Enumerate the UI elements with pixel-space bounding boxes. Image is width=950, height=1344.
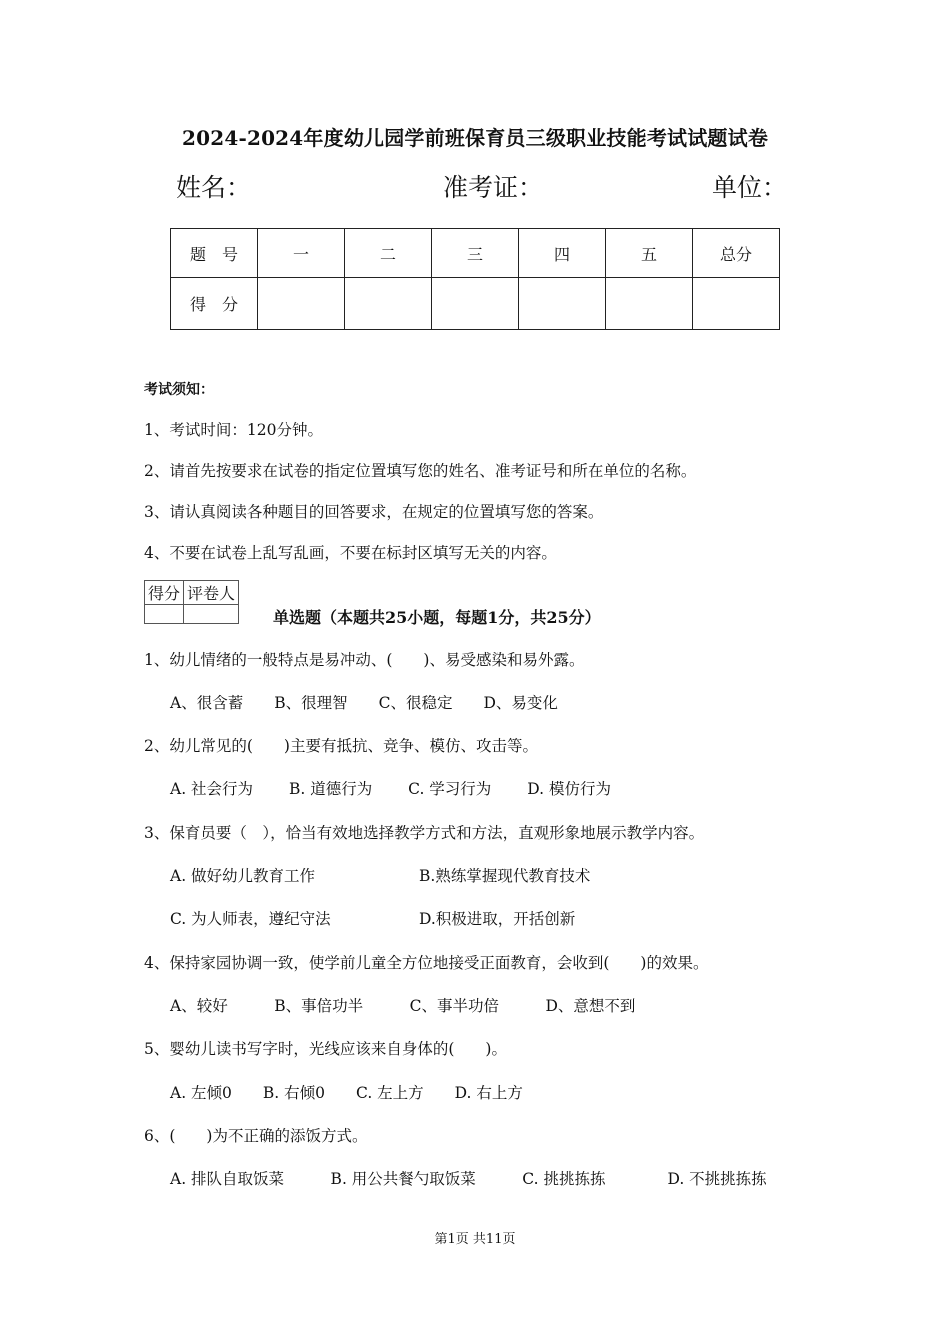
score-cell[interactable] <box>519 278 606 330</box>
grader-name-cell[interactable] <box>184 605 239 624</box>
exam-title: 2024-2024年度幼儿园学前班保育员三级职业技能考试试题试卷 <box>181 126 769 150</box>
score-cell[interactable] <box>693 278 780 330</box>
question-5: 5、婴幼儿读书写字时，光线应该来自身体的( )。 <box>144 1040 507 1058</box>
notice-item: 1、考试时间：120分钟。 <box>144 421 323 439</box>
grader-box <box>144 580 239 624</box>
question-3-option-c: C. 为人师表，遵纪守法 <box>170 910 331 928</box>
score-cell[interactable] <box>258 278 345 330</box>
question-2-options: A. 社会行为 B. 道德行为 C. 学习行为 D. 模仿行为 <box>170 780 611 798</box>
score-row-label: 得 分 <box>171 278 258 330</box>
question-1: 1、幼儿情绪的一般特点是易冲动、( )、易受感染和易外露。 <box>144 651 585 669</box>
notice-item: 3、请认真阅读各种题目的回答要求，在规定的位置填写您的答案。 <box>144 503 604 521</box>
notice-heading: 考试须知： <box>144 382 214 398</box>
unit-label: 单位： <box>712 173 788 202</box>
name-label: 姓名： <box>176 173 252 202</box>
score-table-header-cell: 题 号 <box>171 229 258 278</box>
grader-name-label: 评卷人 <box>184 581 239 605</box>
question-6: 6、( )为不正确的添饭方式。 <box>144 1127 368 1145</box>
question-3-option-b: B.熟练掌握现代教育技术 <box>419 867 591 885</box>
question-6-options: A. 排队自取饭菜 B. 用公共餐勺取饭菜 C. 挑挑拣拣 D. 不挑挑拣拣 <box>170 1170 767 1188</box>
score-cell[interactable] <box>432 278 519 330</box>
question-4-options: A、较好 B、事倍功半 C、事半功倍 D、意想不到 <box>170 997 636 1015</box>
grader-score-label: 得分 <box>145 581 184 605</box>
score-table-header-cell: 四 <box>519 229 606 278</box>
score-cell[interactable] <box>345 278 432 330</box>
question-1-options: A、很含蓄 B、很理智 C、很稳定 D、易变化 <box>170 694 558 712</box>
score-cell[interactable] <box>606 278 693 330</box>
grader-score-cell[interactable] <box>145 605 184 624</box>
exam-id-label: 准考证： <box>443 173 544 202</box>
score-table <box>170 228 780 330</box>
question-3: 3、保育员要（ ），恰当有效地选择教学方式和方法，直观形象地展示教学内容。 <box>144 824 705 842</box>
question-2: 2、幼儿常见的( )主要有抵抗、竞争、模仿、攻击等。 <box>144 737 538 755</box>
question-5-options: A. 左倾0 B. 右倾0 C. 左上方 D. 右上方 <box>170 1084 523 1102</box>
score-table-header-cell: 一 <box>258 229 345 278</box>
score-table-header-cell: 总分 <box>693 229 780 278</box>
notice-item: 2、请首先按要求在试卷的指定位置填写您的姓名、准考证号和所在单位的名称。 <box>144 462 697 480</box>
question-3-option-d: D.积极进取，开括创新 <box>419 910 576 928</box>
page-footer: 第1页 共11页 <box>434 1232 516 1247</box>
question-4: 4、保持家园协调一致，使学前儿童全方位地接受正面教育，会收到( )的效果。 <box>144 954 709 972</box>
score-table-header-cell: 五 <box>606 229 693 278</box>
notice-item: 4、不要在试卷上乱写乱画，不要在标封区填写无关的内容。 <box>144 544 557 562</box>
score-table-header-cell: 二 <box>345 229 432 278</box>
score-table-header-row <box>171 229 780 278</box>
section-heading: 单选题（本题共25小题，每题1分，共25分） <box>273 608 601 627</box>
question-3-option-a: A. 做好幼儿教育工作 <box>170 867 316 885</box>
score-table-header-cell: 三 <box>432 229 519 278</box>
score-table-score-row <box>171 278 780 330</box>
